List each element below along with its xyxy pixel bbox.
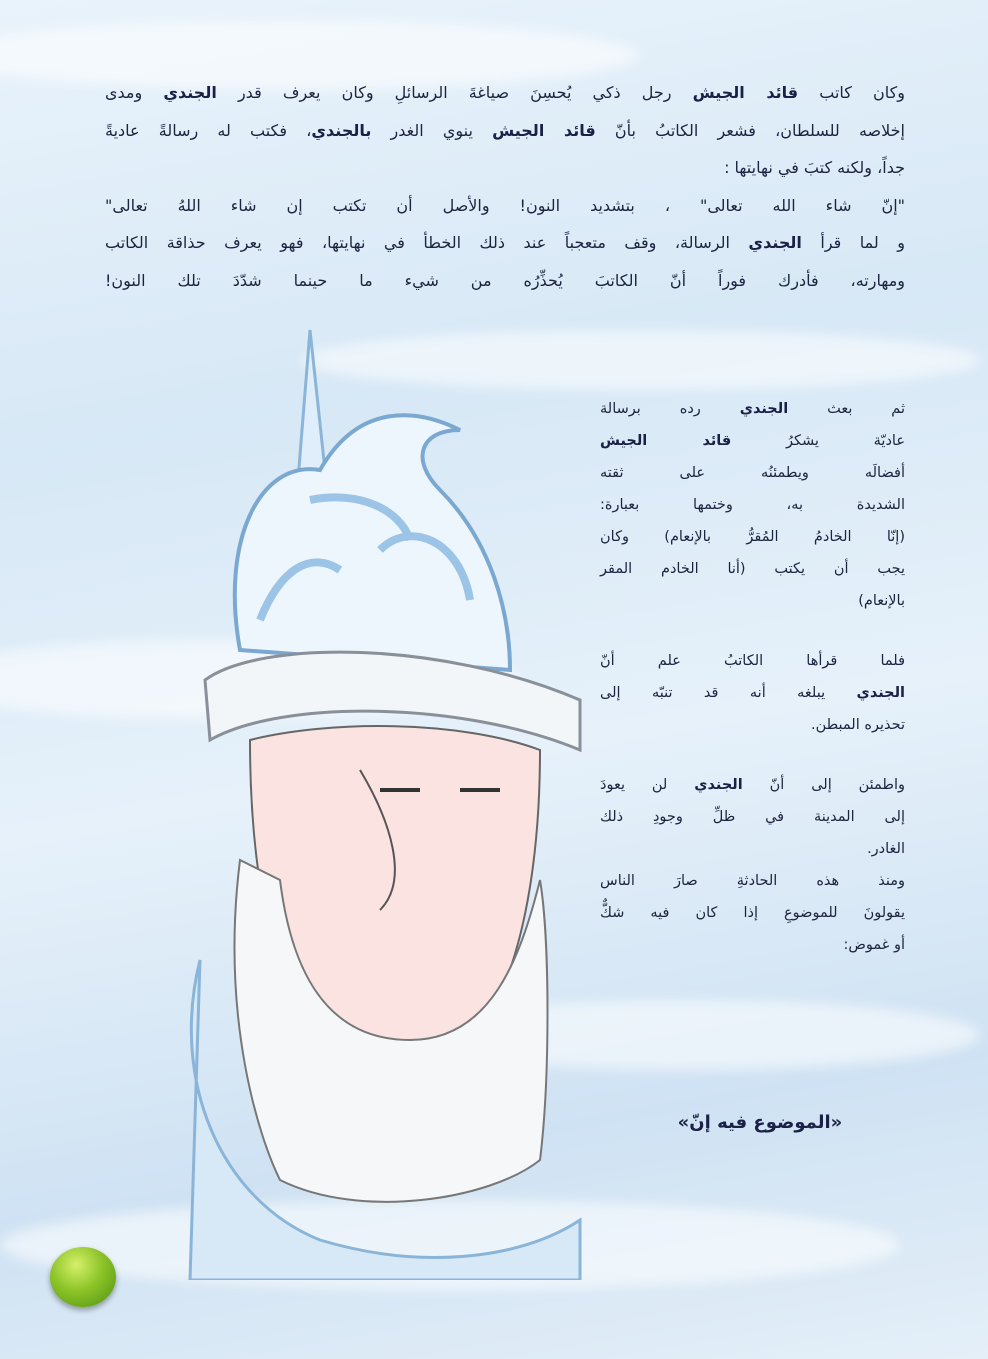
- text-segment: ثم بعث: [788, 401, 905, 417]
- text-segment: يجب أن يكتب (أنا الخادم المقر: [600, 561, 905, 577]
- story-paragraph: [600, 645, 905, 741]
- story-column: [600, 393, 905, 989]
- text-line: [105, 224, 905, 262]
- text-segment: أفضالَه ويطمئنُه على ثقته: [600, 465, 905, 481]
- text-segment: (إنّا الخادمُ المُقرُّ بالإنعام) وكان: [600, 529, 905, 545]
- text-segment: رده برسالة: [600, 401, 740, 417]
- text-segment: ينوي الغدر: [371, 120, 493, 140]
- text-segment: أو غموض:: [843, 937, 905, 953]
- helmet-illustration: [205, 330, 580, 750]
- text-line: [105, 149, 905, 187]
- text-segment: الشديدة به، وختمها بعبارة:: [600, 497, 905, 513]
- text-segment: ومدى: [105, 83, 164, 102]
- text-line: [600, 897, 905, 929]
- text-segment: تحذيره المبطن.: [811, 717, 905, 733]
- emphasized-name: الجندي: [163, 83, 217, 102]
- text-line: [600, 457, 905, 489]
- text-line: [600, 709, 905, 741]
- text-line: [600, 393, 905, 425]
- text-segment: جداً، ولكنه كتبَ في نهايتها :: [724, 158, 905, 177]
- text-segment: عاديّة يشكرُ: [731, 433, 905, 449]
- emphasized-name: قائد الجيش: [692, 83, 799, 102]
- text-line: [105, 112, 905, 150]
- text-segment: ومنذ هذه الحادثةِ صارَ الناس: [600, 873, 905, 889]
- text-segment: فلما قرأها الكاتبُ علم أنّ: [600, 653, 905, 669]
- text-segment: واطمئن إلى أنّ: [742, 777, 905, 793]
- story-paragraph: [600, 769, 905, 961]
- text-segment: "إنّ شاء الله تعالى" ، بتشديد النون! والأصل أن تكتب إن شاء اللهُ تعالى": [105, 195, 905, 215]
- intro-paragraph: [105, 74, 905, 299]
- face-illustration: [190, 726, 580, 1280]
- text-segment: إخلاصه للسلطان، فشعر الكاتبُ بأنّ: [595, 120, 905, 140]
- text-line: [600, 801, 905, 833]
- text-line: [105, 262, 905, 300]
- text-line: [600, 553, 905, 585]
- text-line: [600, 489, 905, 521]
- text-line: [105, 187, 905, 225]
- soldier-illustration: [160, 320, 620, 1280]
- story-paragraph: [600, 393, 905, 617]
- text-segment: لن يعودَ: [600, 777, 695, 793]
- text-line: [600, 585, 905, 617]
- emphasized-name: قائد الجيش: [492, 120, 596, 140]
- text-line: [600, 769, 905, 801]
- text-line: [600, 865, 905, 897]
- green-page-bullet-icon: [50, 1247, 116, 1307]
- emphasized-name: بالجندي: [311, 120, 372, 140]
- emphasized-name: قائد الجيش: [600, 433, 732, 449]
- text-segment: رجل ذكي يُحسِنَ صياغةَ الرسائلِ وكان يعرف قدر: [216, 83, 693, 102]
- text-segment: الرسالة، وقف متعجباً عند ذلك الخطأ في نهايتها، فهو يعرف حذاقة الكاتب: [105, 233, 749, 252]
- emphasized-name: الجندي: [748, 233, 802, 252]
- text-segment: وكان كاتب: [798, 83, 906, 102]
- text-segment: ومهارته، فأدرك فوراً أنّ الكاتبَ يُحذِّرُه من شيء ما حينما شدّدَ تلك النون!: [105, 270, 905, 290]
- text-segment: بالإنعام): [858, 593, 905, 609]
- text-segment: يبلغه أنه قد تنبّه إلى: [600, 685, 857, 701]
- text-segment: إلى المدينة في ظلِّ وجودِ ذلك: [600, 809, 905, 825]
- text-line: [105, 74, 905, 112]
- emphasized-name: الجندي: [739, 401, 789, 417]
- closing-quote: «الموضوع فيه إنّ»: [677, 1112, 843, 1133]
- text-segment: الغادر.: [867, 841, 905, 857]
- text-line: [600, 677, 905, 709]
- text-line: [600, 425, 905, 457]
- text-line: [600, 645, 905, 677]
- text-segment: ، فكتب له رسالةً عاديةً: [105, 120, 312, 140]
- text-line: [600, 833, 905, 865]
- text-line: [600, 521, 905, 553]
- text-segment: يقولونَ للموضوعِ إذا كان فيه شكٌّ: [600, 905, 905, 921]
- emphasized-name: الجندي: [856, 685, 905, 701]
- text-segment: و لما قرأ: [801, 233, 906, 252]
- emphasized-name: الجندي: [694, 777, 743, 793]
- text-line: [600, 929, 905, 961]
